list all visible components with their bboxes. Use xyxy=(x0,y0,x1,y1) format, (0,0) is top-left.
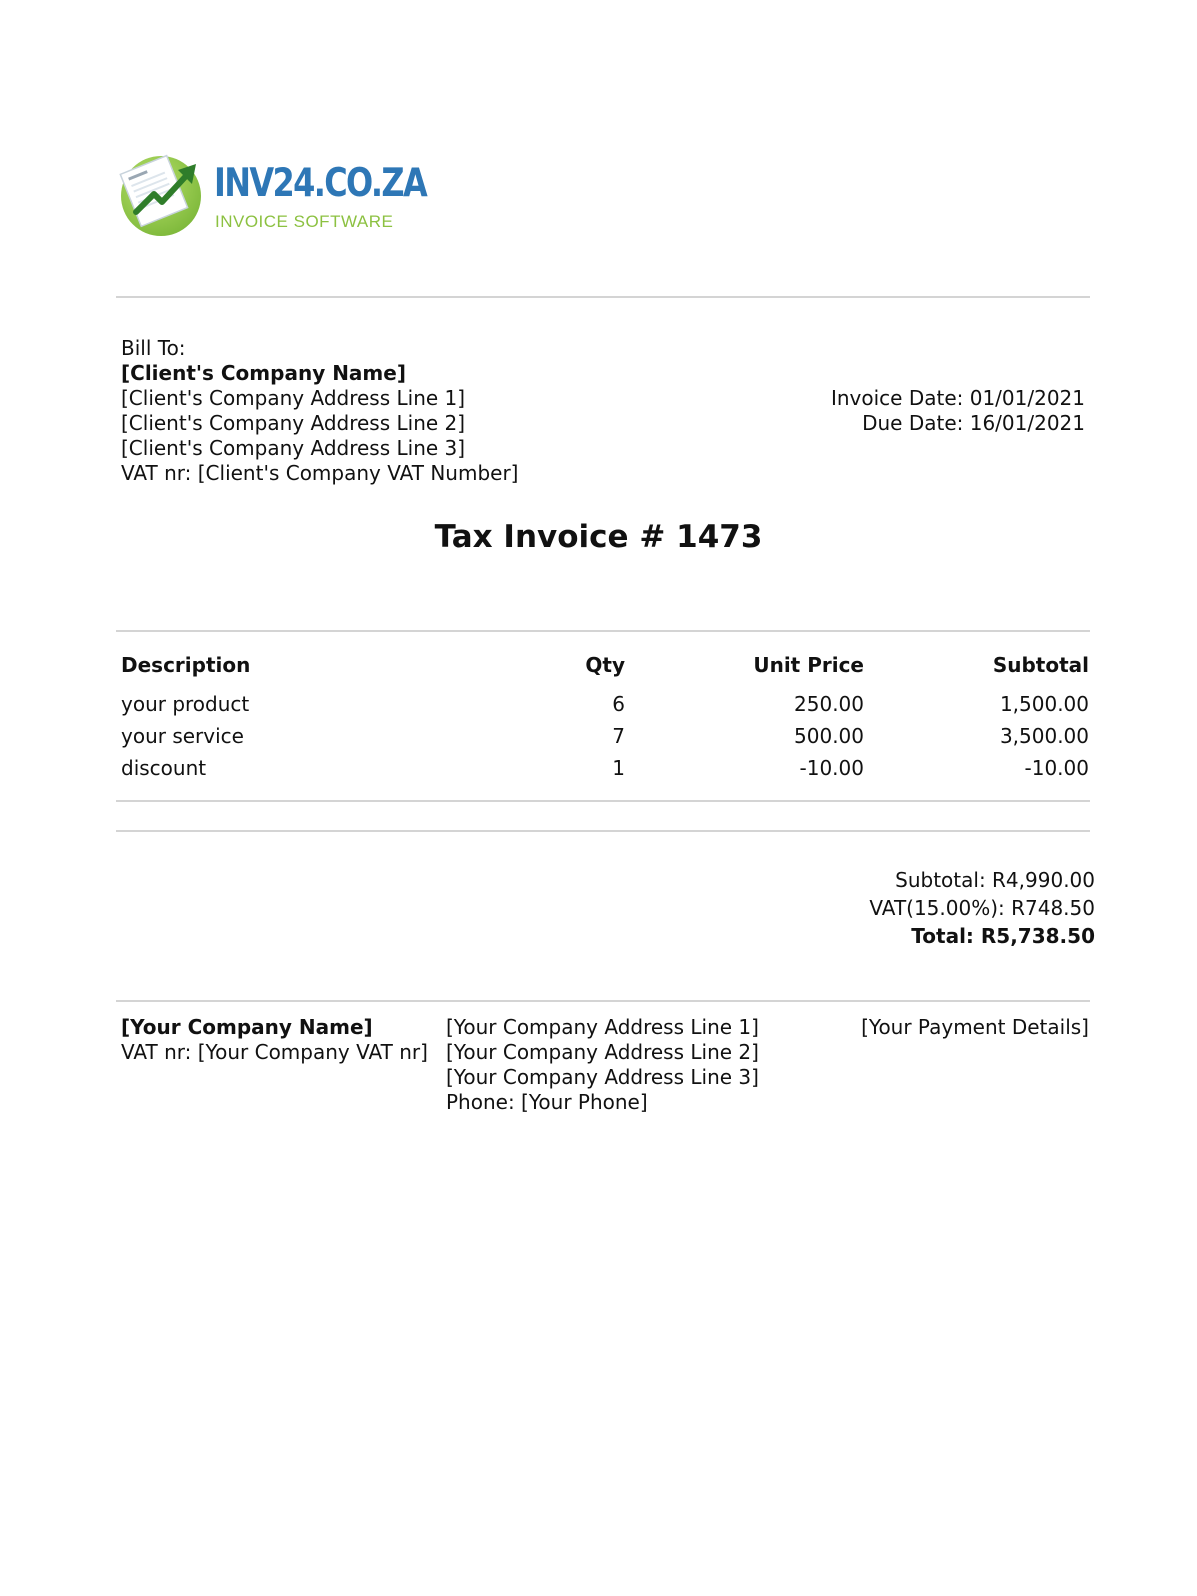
due-date: Due Date: 16/01/2021 xyxy=(862,411,1085,435)
row-unit-price: -10.00 xyxy=(799,756,864,780)
row-qty: 6 xyxy=(612,692,625,716)
company-logo xyxy=(116,146,427,242)
client-company-name: [Client's Company Name] xyxy=(121,361,406,385)
footer-divider xyxy=(116,1000,1090,1002)
your-company-vat: VAT nr: [Your Company VAT nr] xyxy=(121,1040,428,1064)
invoice-dates xyxy=(831,386,1085,436)
row-qty: 7 xyxy=(612,724,625,748)
row-qty: 1 xyxy=(612,756,625,780)
totals-block xyxy=(869,866,1095,950)
row-subtotal: -10.00 xyxy=(1024,756,1089,780)
header-subtotal: Subtotal xyxy=(992,653,1089,677)
your-address-line-3: [Your Company Address Line 3] xyxy=(446,1065,759,1089)
footer-payment xyxy=(861,1015,1089,1040)
client-address-line-3: [Client's Company Address Line 3] xyxy=(121,436,466,460)
footer-company xyxy=(121,1015,428,1065)
header-description: Description xyxy=(121,653,251,677)
row-unit-price: 500.00 xyxy=(794,724,864,748)
your-address-line-1: [Your Company Address Line 1] xyxy=(446,1015,759,1039)
row-unit-price: 250.00 xyxy=(794,692,864,716)
row-description: your service xyxy=(121,724,244,748)
invoice-date: Invoice Date: 01/01/2021 xyxy=(830,386,1085,410)
your-address-line-2: [Your Company Address Line 2] xyxy=(446,1040,759,1064)
header-unit-price: Unit Price xyxy=(753,653,864,677)
row-description: discount xyxy=(121,756,207,780)
totals-vat: VAT(15.00%): R748.50 xyxy=(869,896,1095,920)
header-qty: Qty xyxy=(585,653,625,677)
row-description: your product xyxy=(121,692,250,716)
totals-subtotal: Subtotal: R4,990.00 xyxy=(895,868,1095,892)
your-company-name: [Your Company Name] xyxy=(121,1015,373,1039)
footer-address xyxy=(446,1015,759,1115)
logo-tagline: INVOICE SOFTWARE xyxy=(215,212,394,231)
invoice-title: Tax Invoice # 1473 xyxy=(434,519,763,555)
table-top-divider xyxy=(116,630,1090,632)
invoice-chart-icon xyxy=(116,146,208,242)
client-vat-number: VAT nr: [Client's Company VAT Number] xyxy=(121,461,519,485)
client-address-line-2: [Client's Company Address Line 2] xyxy=(121,411,466,435)
bill-to-block xyxy=(121,336,518,486)
row-subtotal: 3,500.00 xyxy=(999,724,1089,748)
totals-divider xyxy=(116,830,1090,832)
totals-total: Total: R5,738.50 xyxy=(911,924,1095,948)
header-divider xyxy=(116,296,1090,298)
logo-name: INV24.CO.ZA xyxy=(214,161,427,206)
your-phone: Phone: [Your Phone] xyxy=(446,1090,648,1114)
payment-details: [Your Payment Details] xyxy=(861,1015,1089,1039)
table-bottom-divider xyxy=(116,800,1090,802)
client-address-line-1: [Client's Company Address Line 1] xyxy=(121,386,466,410)
row-subtotal: 1,500.00 xyxy=(999,692,1089,716)
bill-to-label: Bill To: xyxy=(121,336,186,360)
